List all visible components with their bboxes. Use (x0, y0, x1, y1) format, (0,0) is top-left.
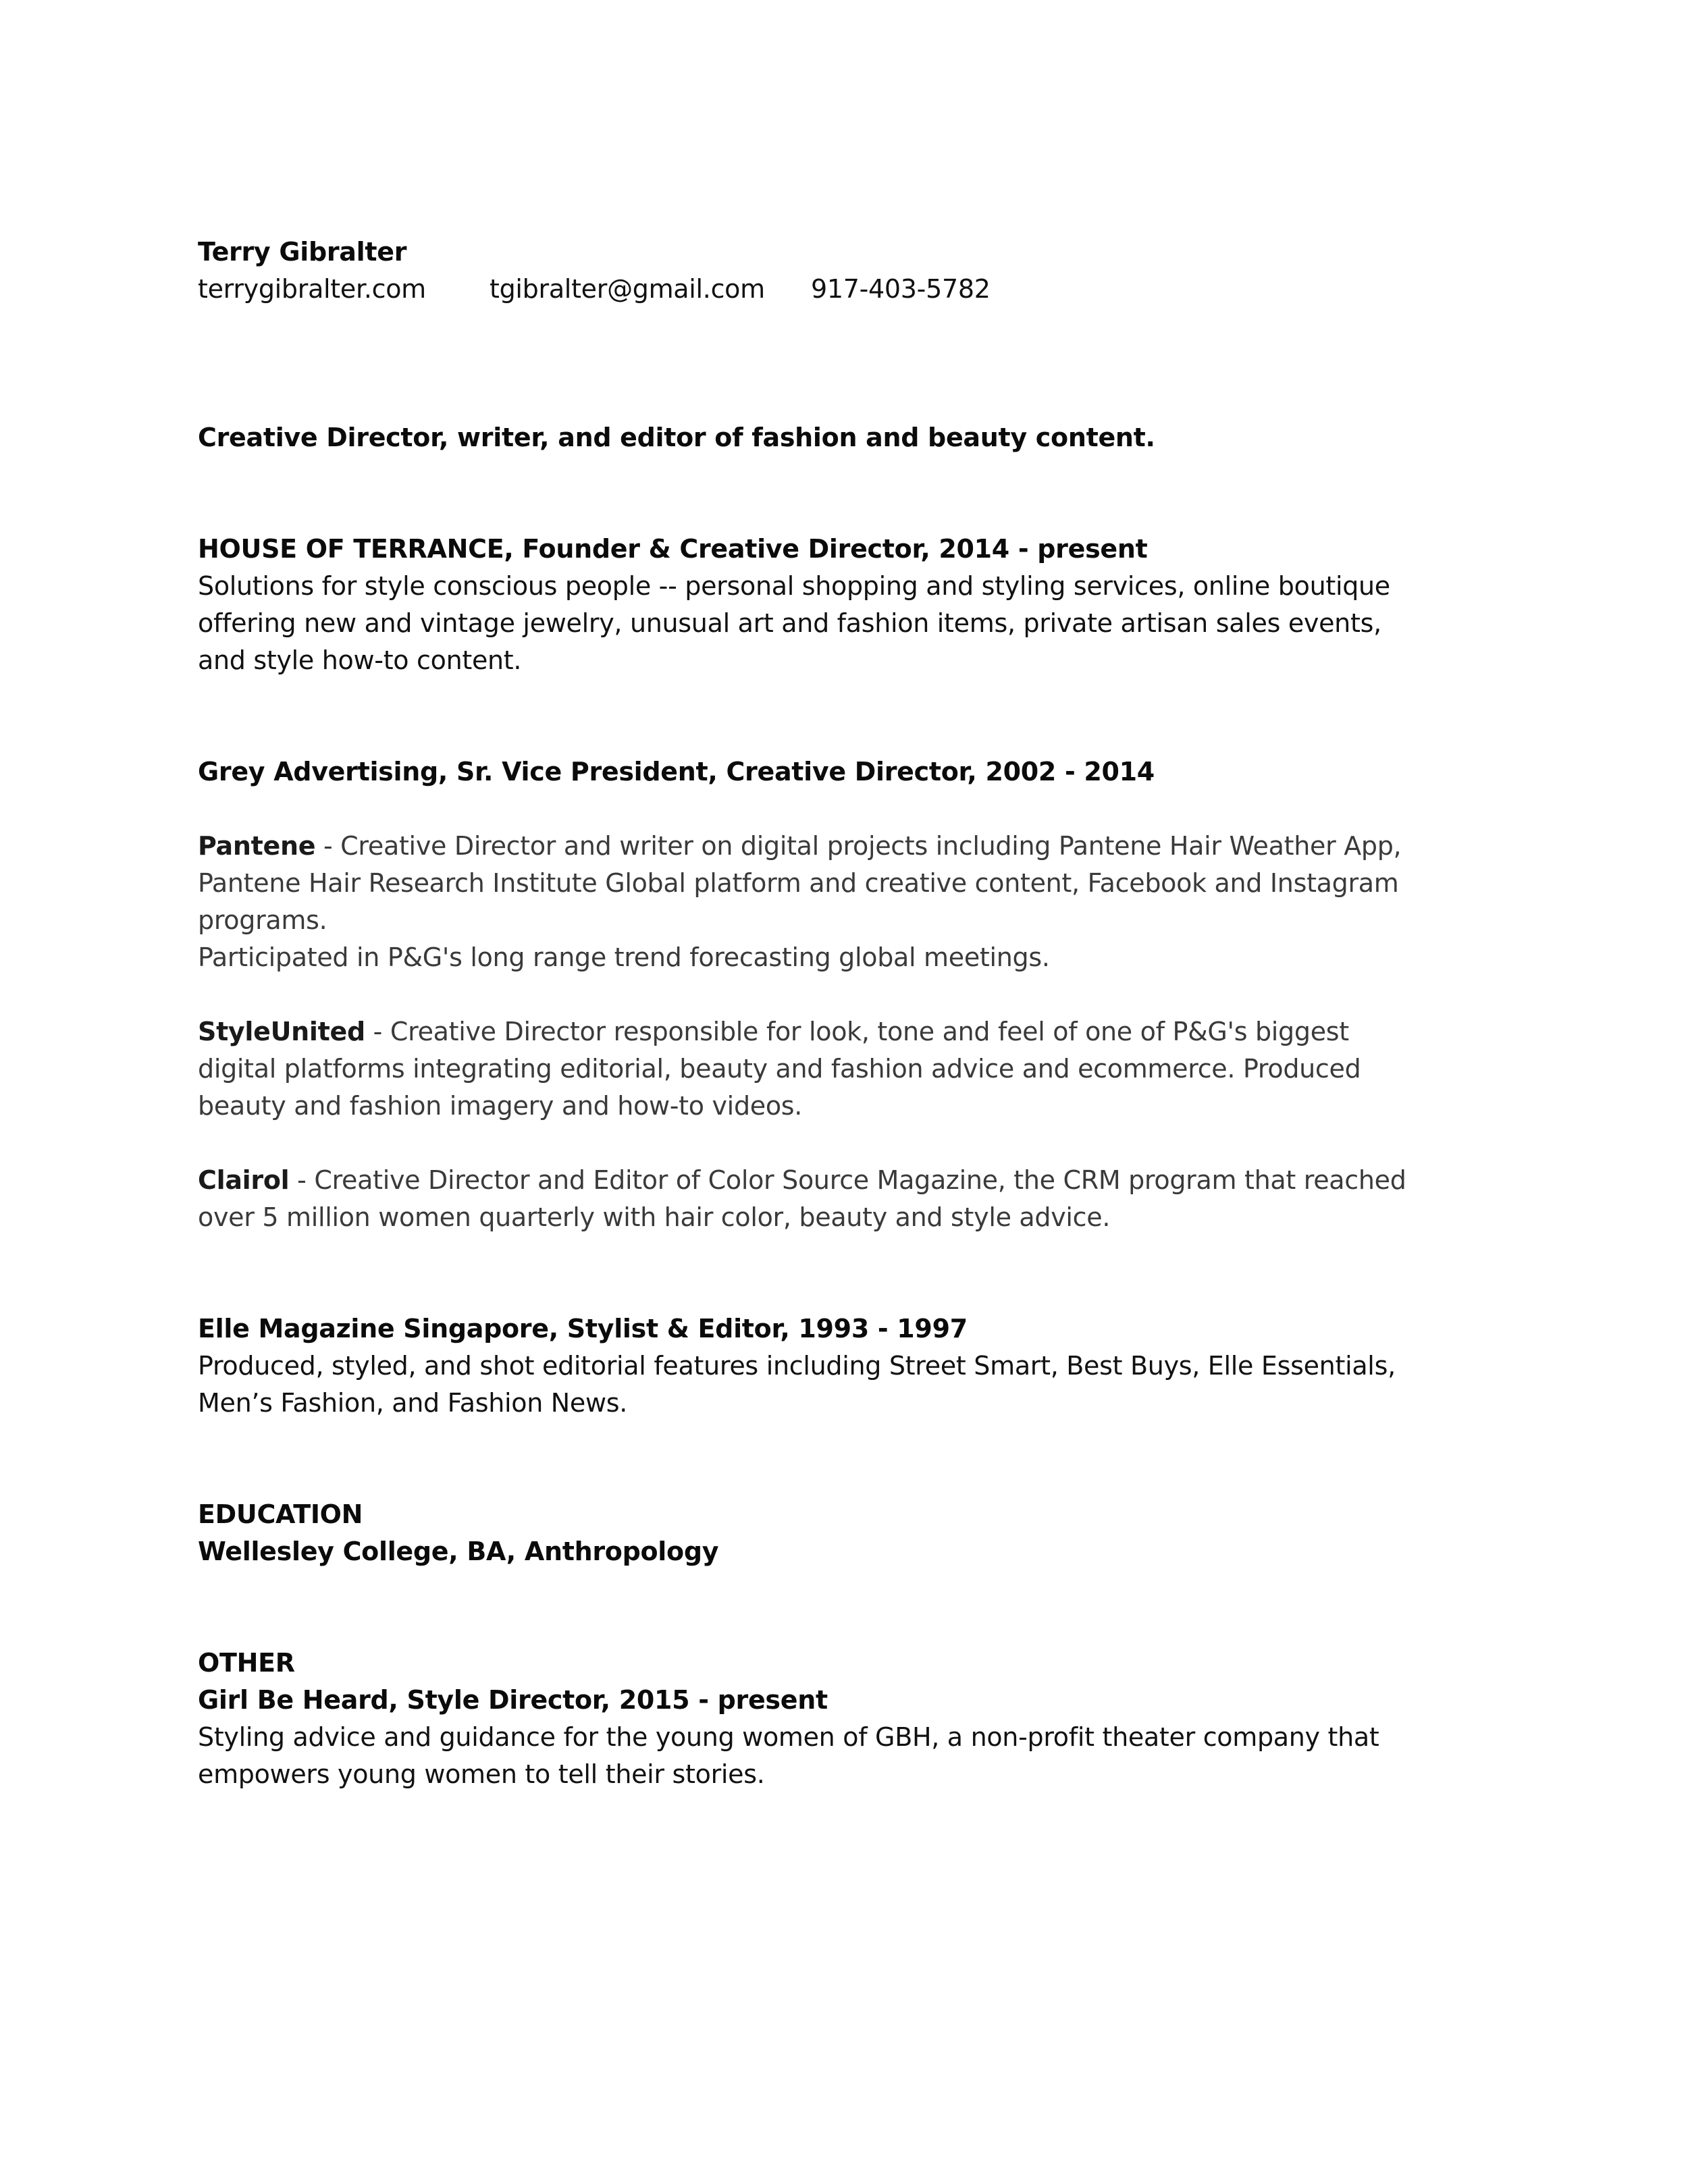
client-entry-styleunited (198, 1013, 1433, 1125)
other-entry-heading: Girl Be Heard, Style Director, 2015 - present (198, 1685, 828, 1715)
elle-heading: Elle Magazine Singapore, Stylist & Editor, 1993 - 1997 (198, 1314, 968, 1343)
education-entry: Wellesley College, BA, Anthropology (198, 1537, 719, 1566)
grey-heading: Grey Advertising, Sr. Vice President, Creative Director, 2002 - 2014 (198, 757, 1155, 787)
contact-email: tgibralter@gmail.com (490, 274, 765, 304)
summary-statement: Creative Director, writer, and editor of fashion and beauty content. (198, 423, 1155, 452)
contact-phone: 917-403-5782 (811, 274, 991, 304)
contact-website: terrygibralter.com (198, 274, 426, 304)
client-description-clairol: - Creative Director and Editor of Color Source Magazine, the CRM program that reached over 5 million women quarterly with hair color, beauty and style advice. (198, 1165, 1406, 1232)
education-heading: EDUCATION (198, 1499, 363, 1529)
candidate-name: Terry Gibralter (198, 237, 407, 267)
client-entry-clairol (198, 1162, 1433, 1236)
client-extra-pantene: Participated in P&G's long range trend forecasting global meetings. (198, 942, 1050, 972)
client-entry-pantene (198, 828, 1433, 939)
elle-description: Produced, styled, and shot editorial features including Street Smart, Best Buys, Elle Essentials, Men’s Fashion, and Fashion News. (198, 1351, 1396, 1418)
house-of-terrance-heading: HOUSE OF TERRANCE, Founder & Creative Director, 2014 - present (198, 534, 1148, 564)
house-of-terrance-description: Solutions for style conscious people -- personal shopping and styling services, online boutique offering new and vintage jewelry, unusual art and fashion items, private artisan sales events, and style how-to content. (198, 571, 1390, 675)
client-description-styleunited: - Creative Director responsible for look, tone and feel of one of P&G's biggest digital platforms integrating editorial, beauty and fashion advice and ecommerce. Produced beauty and fashion imagery and how-to videos. (198, 1017, 1361, 1121)
other-heading: OTHER (198, 1648, 295, 1678)
contact-row (198, 271, 1433, 308)
client-name-styleunited: StyleUnited (198, 1017, 365, 1046)
resume-content (198, 234, 1433, 1793)
client-name-clairol: Clairol (198, 1165, 290, 1195)
other-entry-description: Styling advice and guidance for the young women of GBH, a non-profit theater company that empowers young women to tell their stories. (198, 1722, 1379, 1789)
client-name-pantene: Pantene (198, 831, 316, 861)
client-description-pantene: - Creative Director and writer on digital projects including Pantene Hair Weather App, Pantene Hair Research Institute Global platform and creative content, Facebook and Instagram programs. (198, 831, 1402, 935)
